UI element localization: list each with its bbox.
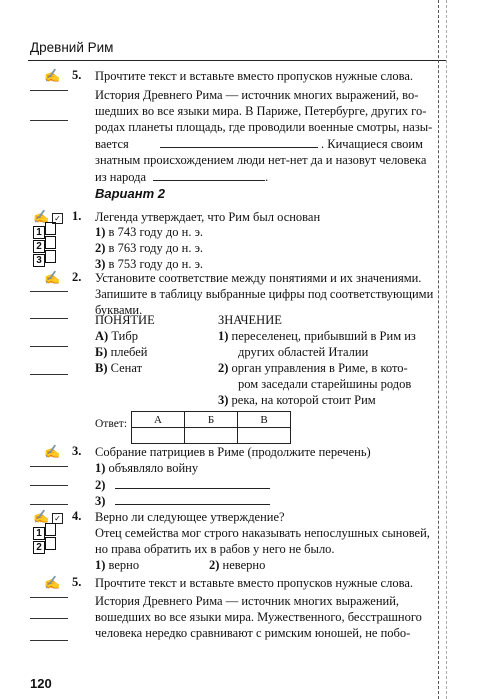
option-text: в 763 году до н. э. bbox=[108, 241, 204, 255]
answer-box-number: 2 bbox=[33, 541, 45, 554]
statement bbox=[95, 525, 430, 557]
meaning-text-cont: других областей Италии bbox=[238, 345, 369, 359]
question-prompt: Собрание патрициев в Риме (продолжите перечень) bbox=[95, 445, 371, 459]
concept-item bbox=[95, 328, 138, 344]
concept-letter: В) bbox=[95, 361, 108, 375]
pencil-icon: ✍ bbox=[44, 68, 61, 83]
score-line bbox=[30, 318, 68, 319]
fill-blank[interactable] bbox=[115, 492, 270, 505]
item-number: 3) bbox=[95, 494, 106, 508]
answer-label: Ответ: bbox=[95, 418, 128, 430]
answer-checkbox[interactable] bbox=[45, 523, 56, 536]
question-prompt: Прочтите текст и вставьте вместо пропусков нужные слова. bbox=[95, 576, 413, 590]
check-icon: ✓ bbox=[52, 213, 63, 224]
question-number: 4. bbox=[72, 509, 82, 523]
option-number: 1) bbox=[95, 558, 106, 572]
item-text: объявляло войну bbox=[108, 461, 199, 475]
option-number: 3) bbox=[95, 257, 106, 271]
score-line bbox=[30, 90, 68, 91]
concept-item bbox=[95, 360, 142, 376]
passage bbox=[95, 593, 422, 641]
answer-cell[interactable] bbox=[132, 428, 185, 444]
meaning-number: 3) bbox=[218, 393, 229, 407]
meaning-number: 1) bbox=[218, 329, 229, 343]
meaning-item bbox=[218, 360, 408, 376]
question-number: 2. bbox=[72, 270, 82, 284]
pencil-icon: ✍ bbox=[44, 444, 61, 459]
passage-line: знатным происхождением люди нет-нет да и назовут человека bbox=[95, 153, 427, 167]
variant-title: Вариант 2 bbox=[95, 186, 165, 201]
fill-blank[interactable] bbox=[115, 476, 270, 489]
option-text: в 753 году до н. э. bbox=[108, 257, 204, 271]
score-line bbox=[30, 291, 68, 292]
option bbox=[95, 240, 203, 256]
passage-line: шедших во все языки мира. В Париже, Петербурге, других го- bbox=[95, 104, 427, 118]
meaning-text: орган управления в Риме, в кото- bbox=[231, 361, 408, 375]
statement-line: но права обратить их в рабов у него не было. bbox=[95, 542, 335, 556]
concept-letter: А) bbox=[95, 329, 109, 343]
question-prompt: Легенда утверждает, что Рим был основан bbox=[95, 210, 321, 224]
meaning-text: река, на которой стоит Рим bbox=[231, 393, 376, 407]
score-line bbox=[30, 640, 68, 641]
answer-cell[interactable] bbox=[238, 428, 291, 444]
statement-line: Отец семейства мог строго наказывать непослушных сыновей, bbox=[95, 526, 430, 540]
page-number: 120 bbox=[30, 676, 52, 691]
question-number: 3. bbox=[72, 444, 82, 458]
answer-checkbox[interactable] bbox=[45, 250, 56, 263]
list-item bbox=[95, 460, 198, 476]
pencil-icon: ✍ bbox=[44, 270, 61, 285]
page-header-title: Древний Рим bbox=[30, 40, 114, 55]
answer-option-box[interactable] bbox=[33, 250, 56, 268]
score-line bbox=[30, 346, 68, 347]
score-line bbox=[30, 374, 68, 375]
answer-checkbox[interactable] bbox=[45, 537, 56, 550]
concept-letter: Б) bbox=[95, 345, 108, 359]
answer-cell[interactable] bbox=[185, 428, 238, 444]
passage-line-with-blank bbox=[95, 135, 435, 152]
pencil-icon: ✍ bbox=[44, 575, 61, 590]
option bbox=[95, 224, 203, 240]
score-line bbox=[30, 466, 68, 467]
passage-text: . Кичащиеся своим bbox=[321, 137, 423, 151]
passage-line: родах планеты площадь, где проводили военные смотры, назы- bbox=[95, 120, 433, 134]
meaning-number: 2) bbox=[218, 361, 229, 375]
passage-line: человека нередко сравнивают с римским юношей, не побо- bbox=[95, 626, 411, 640]
question-prompt bbox=[95, 270, 433, 318]
meaning-text: переселенец, прибывший в Рим из bbox=[231, 329, 416, 343]
margin-fold-line-outer bbox=[446, 0, 447, 699]
item-number: 1) bbox=[95, 461, 106, 475]
passage-text: из народа bbox=[95, 170, 147, 184]
option bbox=[95, 557, 139, 573]
option bbox=[209, 557, 265, 573]
answer-table-header: В bbox=[238, 412, 291, 428]
fill-blank[interactable] bbox=[160, 135, 318, 148]
option-text: верно bbox=[108, 558, 140, 572]
score-line bbox=[30, 597, 68, 598]
concept-text: Сенат bbox=[110, 361, 143, 375]
score-line bbox=[30, 504, 68, 505]
pencil-icon: ✍ bbox=[33, 209, 50, 224]
prompt-line: Запишите в таблицу выбранные цифры под соответствующими bbox=[95, 287, 434, 301]
meaning-text-cont: ром заседали старейшины родов bbox=[238, 377, 412, 391]
answer-table bbox=[131, 411, 291, 444]
passage-line-with-blank bbox=[95, 168, 435, 185]
prompt-line: Установите соответствие между понятиями и их значениями. bbox=[95, 271, 422, 285]
check-icon: ✓ bbox=[52, 513, 63, 524]
concept-text: плебей bbox=[110, 345, 148, 359]
answer-option-box[interactable] bbox=[33, 537, 56, 555]
column-title-meanings: ЗНАЧЕНИЕ bbox=[218, 313, 282, 327]
prompt-line: буквами. bbox=[95, 303, 143, 317]
meaning-item bbox=[218, 392, 376, 408]
passage bbox=[95, 87, 435, 185]
margin-fold-line bbox=[438, 0, 439, 699]
answer-checkbox[interactable] bbox=[45, 222, 56, 235]
answer-table-header: А bbox=[132, 412, 185, 428]
column-title-concepts: ПОНЯТИЕ bbox=[95, 313, 155, 327]
question-number: 5. bbox=[72, 68, 82, 82]
option-number: 1) bbox=[95, 225, 106, 239]
item-number: 2) bbox=[95, 478, 106, 492]
concept-item bbox=[95, 344, 147, 360]
answer-checkbox[interactable] bbox=[45, 236, 56, 249]
list-item bbox=[95, 476, 270, 493]
concept-text: Тибр bbox=[111, 329, 138, 343]
question-number: 1. bbox=[72, 209, 82, 223]
question-prompt: Верно ли следующее утверждение? bbox=[95, 510, 285, 524]
option-text: неверно bbox=[222, 558, 266, 572]
passage-line: вошедших во все языки мира. Мужественного, бесстрашного bbox=[95, 610, 422, 624]
meaning-item bbox=[218, 328, 416, 344]
answer-box-number: 1 bbox=[33, 226, 45, 239]
answer-box-number: 2 bbox=[33, 240, 45, 253]
answer-table-header: Б bbox=[185, 412, 238, 428]
passage-text: . bbox=[265, 170, 269, 184]
passage-text: вается bbox=[95, 137, 129, 151]
passage-line: История Древнего Рима — источник многих выражений, bbox=[95, 594, 400, 608]
answer-box-number: 1 bbox=[33, 527, 45, 540]
question-number: 5. bbox=[72, 575, 82, 589]
pencil-icon: ✍ bbox=[33, 509, 50, 524]
passage-line: История Древнего Рима — источник многих выражений, во- bbox=[95, 88, 419, 102]
header-divider bbox=[28, 60, 446, 61]
answer-box-number: 3 bbox=[33, 254, 45, 267]
score-line bbox=[30, 120, 68, 121]
option-number: 2) bbox=[209, 558, 220, 572]
score-line bbox=[30, 485, 68, 486]
question-prompt: Прочтите текст и вставьте вместо пропусков нужные слова. bbox=[95, 69, 413, 83]
score-line bbox=[30, 618, 68, 619]
option-text: в 743 году до н. э. bbox=[108, 225, 204, 239]
list-item bbox=[95, 492, 270, 509]
option-number: 2) bbox=[95, 241, 106, 255]
fill-blank[interactable] bbox=[153, 168, 265, 181]
